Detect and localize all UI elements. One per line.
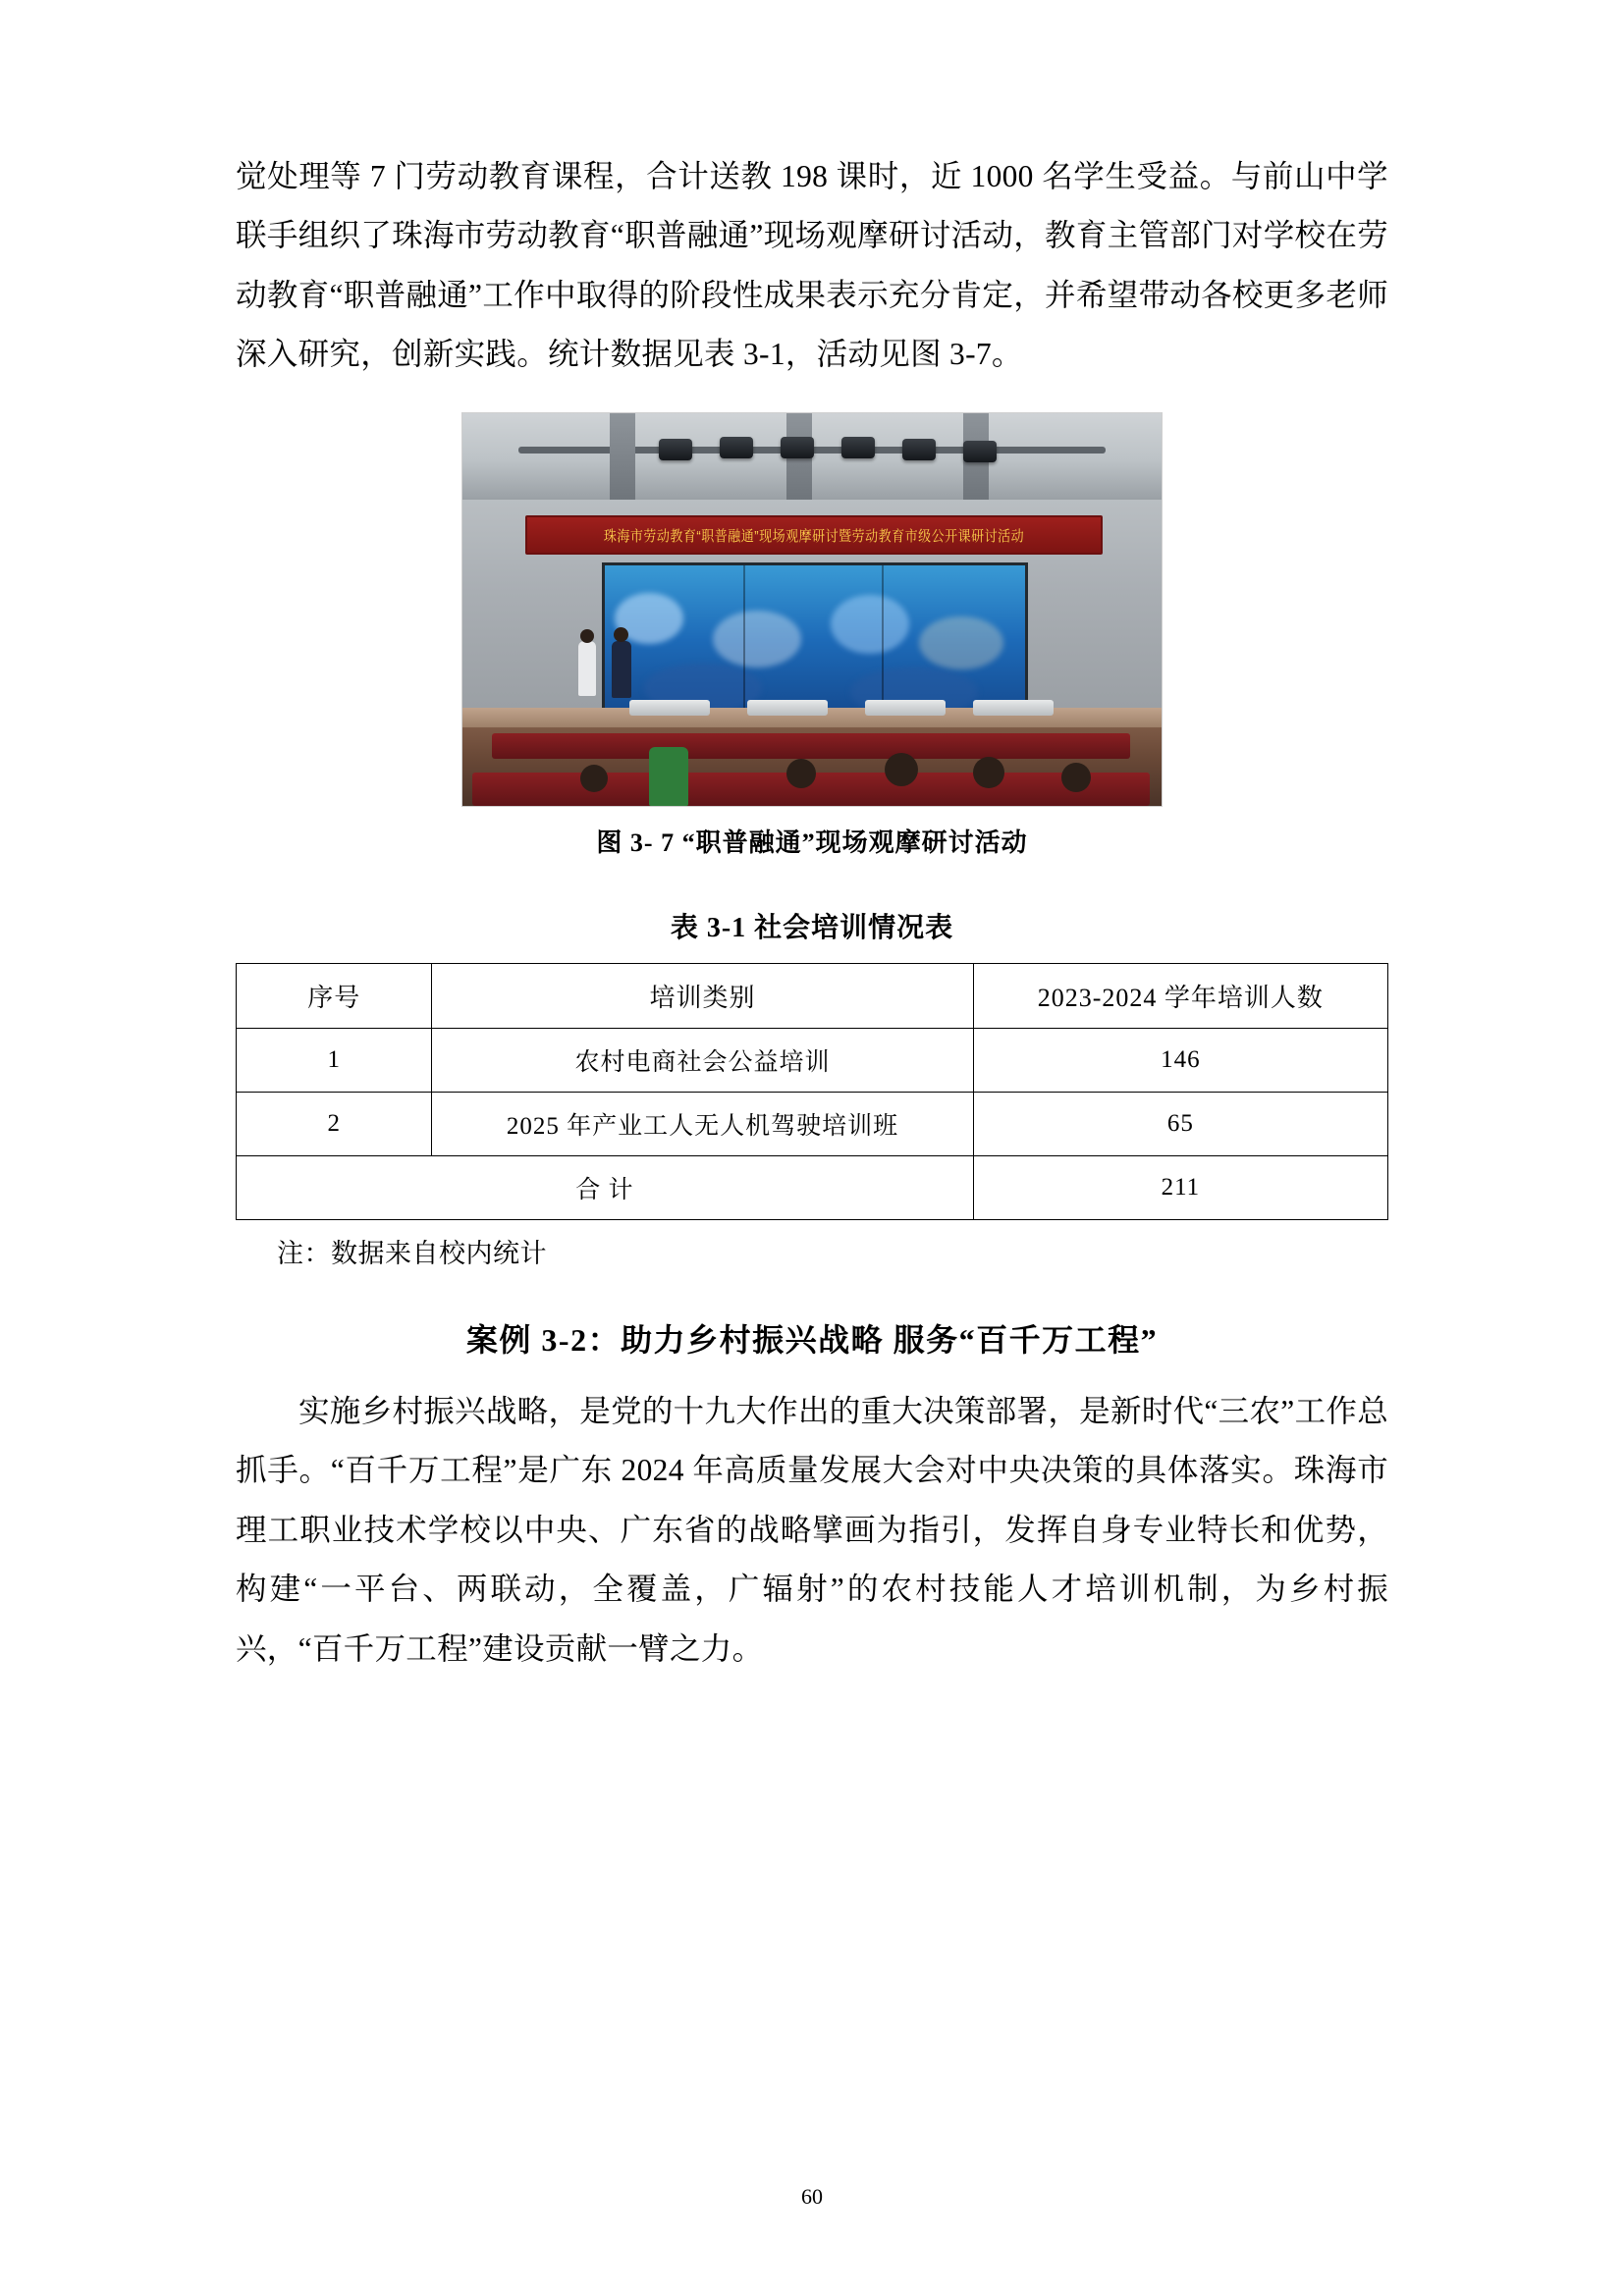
table-row	[237, 1092, 1388, 1155]
audience-seat-row	[492, 733, 1130, 759]
screen-blob	[831, 595, 909, 654]
presenter-head	[580, 629, 594, 643]
event-banner-text: 珠海市劳动教育“职普融通”现场观摩研讨暨劳动教育市级公开课研讨活动	[603, 527, 1025, 545]
table-header-cell: 序号	[237, 963, 432, 1028]
screen-blob	[713, 611, 801, 667]
table-cell-count: 146	[973, 1028, 1387, 1092]
case-title: 案例 3-2：助力乡村振兴战略 服务“百千万工程”	[465, 1321, 1159, 1358]
table-header-cell: 培训类别	[432, 963, 973, 1028]
table-cell-type: 农村电商社会公益培训	[432, 1028, 973, 1092]
round-table	[865, 700, 946, 716]
table-note: 注：数据来自校内统计	[277, 1238, 547, 1268]
paragraph-top: 觉处理等 7 门劳动教育课程，合计送教 198 课时，近 1000 名学生受益。与前山中学联手组织了珠海市劳动教育“职普融通”现场观摩研讨活动，教育主管部门对学校在劳动教育“职普融通”工作中取得的阶段性成果表示充分肯定，并希望带动各校更多老师深入研究，创新实践。统计数据见表 3-1，活动见图 3-7。	[236, 159, 1388, 372]
audience-head	[973, 757, 1004, 788]
stage-light-icon	[902, 439, 936, 460]
figure-caption: 图 3- 7 “职普融通”现场观摩研讨活动	[596, 828, 1028, 857]
audience-head	[580, 765, 608, 792]
table-header-row	[237, 963, 1388, 1028]
social-training-table	[236, 963, 1388, 1220]
screen-panel-divider	[743, 565, 745, 730]
screen-blob	[919, 616, 1003, 669]
round-table	[747, 700, 828, 716]
audience-person	[649, 747, 688, 806]
table-cell-type: 2025 年产业工人无人机驾驶培训班	[432, 1092, 973, 1155]
presenter	[612, 641, 631, 698]
table-header-cell: 2023-2024 学年培训人数	[973, 963, 1387, 1028]
presenter	[578, 641, 596, 696]
conference-hall-photo	[461, 412, 1163, 807]
round-table	[629, 700, 710, 716]
table-cell-no: 2	[237, 1092, 432, 1155]
figure-block	[236, 412, 1388, 859]
ceiling-beam	[610, 413, 635, 500]
stage-light-icon	[720, 437, 753, 458]
page-number: 60	[801, 2184, 823, 2209]
table-title: 表 3-1 社会培训情况表	[670, 912, 954, 943]
stage-light-icon	[781, 437, 814, 458]
event-banner	[525, 515, 1103, 555]
table-total-row	[237, 1155, 1388, 1219]
case-paragraph: 实施乡村振兴战略，是党的十九大作出的重大决策部署，是新时代“三农”工作总抓手。“百千万工程”是广东 2024 年高质量发展大会对中央决策的具体落实。珠海市理工职业技术学校以中央、广东省的战略擘画为指引，发挥自身专业特长和优势，构建“一平台、两联动，全覆盖，广辐射”的农村技能人才培训机制，为乡村振兴，“百千万工程”建设贡献一臂之力。	[236, 1393, 1388, 1666]
round-table	[973, 700, 1054, 716]
stage-light-icon	[963, 441, 997, 462]
presenter-head	[614, 627, 628, 642]
table-total-value: 211	[973, 1155, 1387, 1219]
table-total-label: 合 计	[237, 1155, 974, 1219]
audience-head	[885, 753, 918, 786]
stage-light-icon	[659, 439, 692, 460]
stage-light-icon	[841, 437, 875, 458]
audience-head	[786, 759, 816, 788]
table-cell-count: 65	[973, 1092, 1387, 1155]
audience-head	[1061, 763, 1091, 792]
table-row	[237, 1028, 1388, 1092]
table-cell-no: 1	[237, 1028, 432, 1092]
